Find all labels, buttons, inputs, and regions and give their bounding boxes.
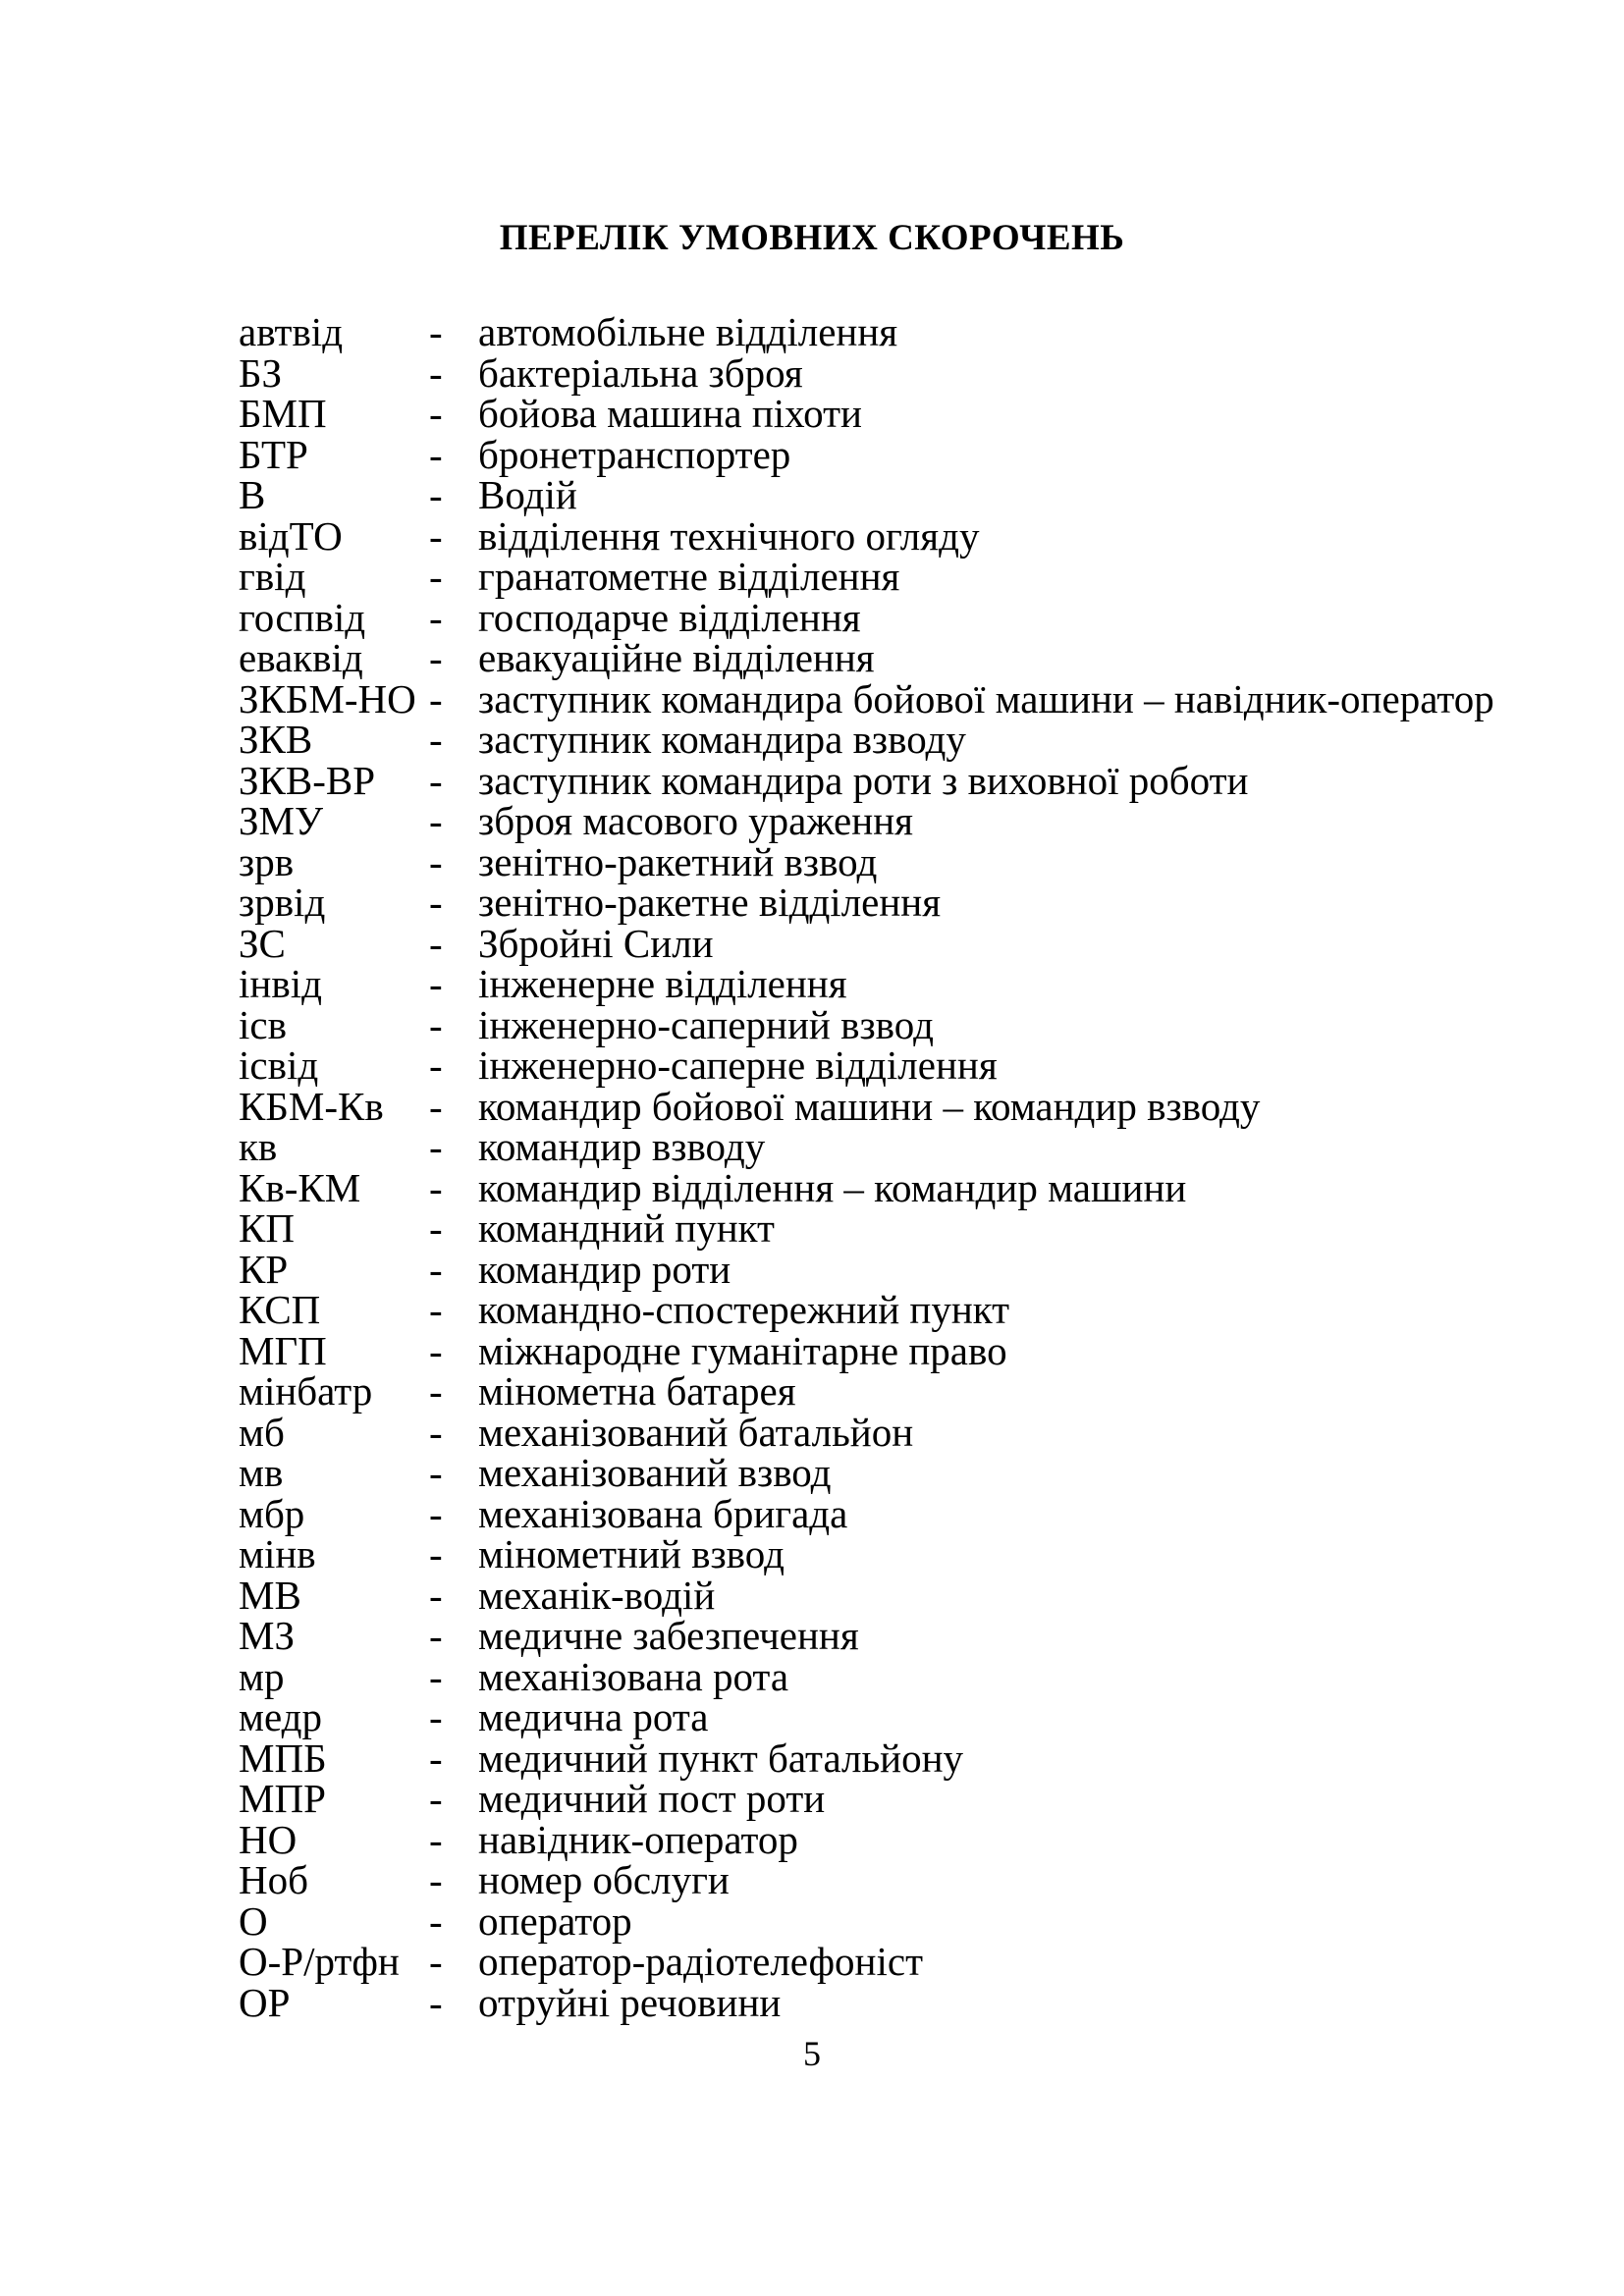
separator-dash: - — [429, 920, 443, 966]
separator-dash: - — [429, 1042, 443, 1088]
abbreviation-definition: господарче відділення — [478, 594, 861, 640]
separator-dash: - — [429, 1572, 443, 1618]
abbreviation-term: БТР — [239, 431, 308, 477]
separator-dash: - — [429, 798, 443, 843]
abbreviation-row — [239, 554, 1506, 599]
abbreviation-definition: механізована рота — [478, 1653, 789, 1699]
separator-dash: - — [429, 512, 443, 559]
abbreviation-definition: медичне забезпечення — [478, 1613, 859, 1658]
abbreviation-term: мв — [239, 1450, 284, 1495]
separator-dash: - — [429, 1939, 443, 1984]
abbreviation-row — [239, 1368, 1506, 1414]
abbreviation-definition: механік-водій — [478, 1572, 716, 1618]
abbreviation-row — [239, 1897, 1506, 1944]
abbreviation-term: Кв-КМ — [239, 1164, 361, 1210]
abbreviation-row — [239, 594, 1506, 640]
separator-dash: - — [429, 1409, 443, 1455]
abbreviation-term: мінв — [239, 1531, 316, 1576]
abbreviation-term: ісвід — [239, 1042, 319, 1088]
abbreviation-definition: оператор — [478, 1897, 632, 1944]
abbreviation-term: ЗКВ-ВР — [239, 757, 376, 803]
abbreviation-term: В — [239, 472, 266, 517]
abbreviation-row — [239, 391, 1506, 436]
abbreviation-row — [239, 798, 1506, 843]
abbreviation-definition: медична рота — [478, 1694, 709, 1739]
abbreviation-definition: заступник командира бойової машини – навідник-оператор — [478, 675, 1494, 721]
separator-dash: - — [429, 1531, 443, 1576]
abbreviation-row — [239, 1572, 1506, 1618]
abbreviation-definition: навідник-оператор — [478, 1816, 798, 1862]
abbreviation-term: ісв — [239, 1001, 287, 1047]
abbreviation-term: О-Р/ртфн — [239, 1939, 400, 1984]
abbreviation-definition: міжнародне гуманітарне право — [478, 1327, 1007, 1373]
abbreviation-definition: мінометна батарея — [478, 1368, 796, 1414]
separator-dash: - — [429, 1083, 443, 1129]
abbreviation-row — [239, 512, 1506, 559]
abbreviation-row — [239, 1042, 1506, 1088]
abbreviation-term: кв — [239, 1124, 278, 1169]
separator-dash: - — [429, 472, 443, 517]
abbreviation-term: МГП — [239, 1327, 327, 1373]
abbreviation-row — [239, 675, 1506, 721]
abbreviation-row — [239, 1001, 1506, 1047]
separator-dash: - — [429, 838, 443, 884]
separator-dash: - — [429, 961, 443, 1006]
abbreviation-definition: медичний пост роти — [478, 1776, 826, 1821]
separator-dash: - — [429, 554, 443, 599]
abbreviation-definition: командир взводу — [478, 1124, 766, 1169]
abbreviation-row — [239, 1124, 1506, 1169]
abbreviation-term: еваквід — [239, 635, 363, 680]
separator-dash: - — [429, 1124, 443, 1169]
separator-dash: - — [429, 1327, 443, 1373]
abbreviation-row — [239, 1939, 1506, 1984]
abbreviation-term: БЗ — [239, 349, 283, 396]
abbreviation-row — [239, 1409, 1506, 1455]
abbreviation-definition: інженерно-саперне відділення — [478, 1042, 998, 1088]
abbreviation-row — [239, 1246, 1506, 1292]
abbreviation-row — [239, 349, 1506, 396]
separator-dash: - — [429, 309, 443, 354]
separator-dash: - — [429, 1979, 443, 2025]
abbreviation-row — [239, 1205, 1506, 1251]
abbreviation-term: зрвід — [239, 880, 326, 925]
abbreviation-definition: командно-спостережний пункт — [478, 1287, 1010, 1332]
separator-dash: - — [429, 349, 443, 396]
abbreviation-definition: номер обслуги — [478, 1857, 730, 1902]
separator-dash: - — [429, 1857, 443, 1902]
page-title: ПЕРЕЛІК УМОВНИХ СКОРОЧЕНЬ — [499, 218, 1125, 258]
separator-dash: - — [429, 431, 443, 477]
separator-dash: - — [429, 1368, 443, 1414]
abbreviation-definition: відділення технічного огляду — [478, 512, 980, 559]
abbreviation-definition: зенітно-ракетний взвод — [478, 838, 878, 884]
abbreviation-definition: зброя масового ураження — [478, 798, 913, 843]
abbreviation-definition: командир відділення – командир машини — [478, 1164, 1187, 1210]
abbreviation-term: НО — [239, 1816, 298, 1862]
separator-dash: - — [429, 717, 443, 762]
separator-dash: - — [429, 1246, 443, 1292]
abbreviation-term: МПР — [239, 1776, 326, 1821]
abbreviation-row — [239, 1694, 1506, 1739]
abbreviation-row — [239, 920, 1506, 966]
page-number: 5 — [803, 2034, 821, 2073]
abbreviation-definition: отруйні речовини — [478, 1979, 782, 2025]
abbreviation-term: БМП — [239, 391, 327, 436]
abbreviation-definition: заступник командира роти з виховної роботи — [478, 757, 1249, 803]
abbreviation-definition: оператор-радіотелефоніст — [478, 1939, 924, 1984]
abbreviation-row — [239, 1287, 1506, 1332]
abbreviation-definition: бойова машина піхоти — [478, 391, 862, 436]
separator-dash: - — [429, 391, 443, 436]
abbreviation-row — [239, 1327, 1506, 1373]
separator-dash: - — [429, 1001, 443, 1047]
separator-dash: - — [429, 1613, 443, 1658]
separator-dash: - — [429, 594, 443, 640]
abbreviation-term: Ноб — [239, 1857, 308, 1902]
separator-dash: - — [429, 1164, 443, 1210]
abbreviation-term: мінбатр — [239, 1368, 373, 1414]
abbreviation-term: гвід — [239, 554, 306, 599]
abbreviation-definition: механізована бригада — [478, 1490, 848, 1536]
abbreviation-term: МВ — [239, 1572, 301, 1618]
abbreviation-row — [239, 1735, 1506, 1781]
abbreviation-definition: гранатометне відділення — [478, 554, 900, 599]
abbreviation-row — [239, 1450, 1506, 1495]
abbreviation-row — [239, 1653, 1506, 1699]
abbreviation-term: О — [239, 1897, 268, 1944]
separator-dash: - — [429, 635, 443, 680]
abbreviation-term: госпвід — [239, 594, 366, 640]
separator-dash: - — [429, 1735, 443, 1781]
separator-dash: - — [429, 1694, 443, 1739]
abbreviation-row — [239, 1083, 1506, 1129]
abbreviation-row — [239, 1816, 1506, 1862]
abbreviation-definition: командний пункт — [478, 1205, 775, 1251]
separator-dash: - — [429, 1490, 443, 1536]
abbreviation-row — [239, 1857, 1506, 1902]
abbreviation-term: МПБ — [239, 1735, 327, 1781]
abbreviation-term: ОР — [239, 1979, 291, 2025]
abbreviation-row — [239, 961, 1506, 1006]
abbreviation-definition: евакуаційне відділення — [478, 635, 875, 680]
abbreviation-term: КП — [239, 1205, 295, 1251]
abbreviation-row — [239, 717, 1506, 762]
abbreviation-term: інвід — [239, 961, 322, 1006]
abbreviation-term: зрв — [239, 838, 295, 884]
abbreviation-term: мб — [239, 1409, 285, 1455]
abbreviation-definition: механізований батальйон — [478, 1409, 914, 1455]
abbreviation-term: КР — [239, 1246, 289, 1292]
abbreviation-row — [239, 1490, 1506, 1536]
abbreviation-row — [239, 635, 1506, 680]
abbreviation-definition: інженерно-саперний взвод — [478, 1001, 934, 1047]
abbreviation-term: ЗКБМ-НО — [239, 675, 416, 721]
abbreviation-term: відТО — [239, 512, 343, 559]
separator-dash: - — [429, 675, 443, 721]
abbreviation-definition: інженерне відділення — [478, 961, 847, 1006]
separator-dash: - — [429, 1450, 443, 1495]
separator-dash: - — [429, 757, 443, 803]
abbreviation-row — [239, 757, 1506, 803]
abbreviation-row — [239, 309, 1506, 354]
abbreviation-row — [239, 1776, 1506, 1821]
abbreviation-row — [239, 882, 1506, 924]
abbreviation-row — [239, 1979, 1506, 2025]
abbreviation-term: автвід — [239, 309, 344, 354]
abbreviation-row — [239, 431, 1506, 477]
abbreviation-definition: медичний пункт батальйону — [478, 1735, 964, 1781]
abbreviation-term: КБМ-Кв — [239, 1083, 384, 1129]
abbreviation-definition: бронетранспортер — [478, 431, 791, 477]
abbreviation-definition: Водій — [478, 472, 577, 517]
separator-dash: - — [429, 1205, 443, 1251]
separator-dash: - — [429, 1816, 443, 1862]
abbreviation-definition: механізований взвод — [478, 1450, 832, 1495]
abbreviation-definition: командир бойової машини – командир взводу — [478, 1083, 1261, 1129]
abbreviation-list — [239, 309, 1506, 2025]
abbreviation-definition: Збройні Сили — [478, 920, 714, 966]
separator-dash: - — [429, 1897, 443, 1944]
separator-dash: - — [429, 1287, 443, 1332]
abbreviation-definition: бактеріальна зброя — [478, 349, 803, 396]
abbreviation-definition: командир роти — [478, 1246, 731, 1292]
abbreviation-row — [239, 1164, 1506, 1210]
abbreviation-term: КСП — [239, 1287, 321, 1332]
abbreviation-row — [239, 1531, 1506, 1576]
abbreviation-term: медр — [239, 1694, 322, 1739]
abbreviation-term: мр — [239, 1653, 285, 1699]
abbreviation-row — [239, 838, 1506, 884]
separator-dash: - — [429, 1653, 443, 1699]
abbreviation-definition: мінометний взвод — [478, 1531, 785, 1576]
abbreviation-row — [239, 1613, 1506, 1658]
abbreviation-definition: заступник командира взводу — [478, 717, 966, 762]
abbreviation-definition: автомобільне відділення — [478, 309, 898, 354]
abbreviation-definition: зенітно-ракетне відділення — [478, 880, 942, 925]
abbreviation-term: ЗС — [239, 920, 286, 966]
separator-dash: - — [429, 1776, 443, 1821]
abbreviation-term: МЗ — [239, 1613, 295, 1658]
abbreviation-term: ЗМУ — [239, 798, 324, 843]
separator-dash: - — [429, 880, 443, 925]
abbreviation-term: мбр — [239, 1490, 305, 1536]
abbreviation-term: ЗКВ — [239, 717, 313, 762]
abbreviation-row — [239, 472, 1506, 517]
